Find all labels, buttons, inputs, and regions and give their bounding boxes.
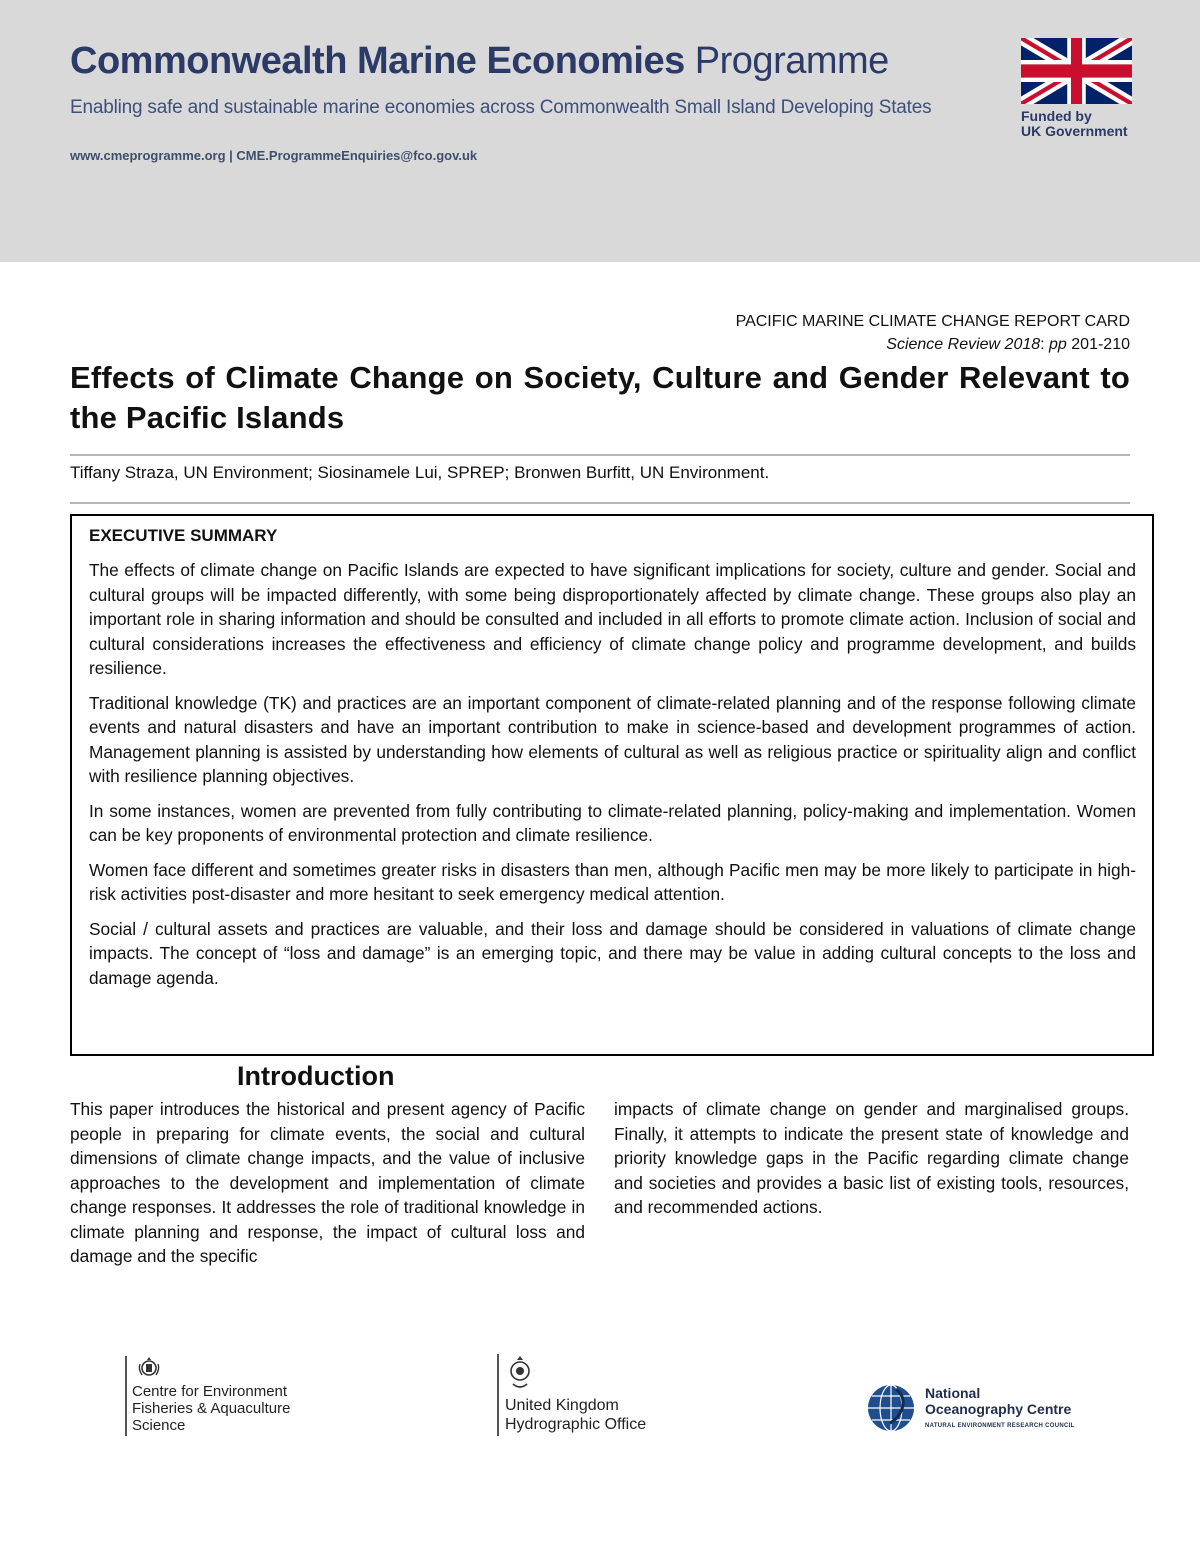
logo-divider <box>497 1354 499 1436</box>
science-review-line <box>886 336 1130 354</box>
title-divider <box>70 454 1130 456</box>
ukho-line-2: Hydrographic Office <box>505 1416 647 1433</box>
cefas-line-3: Science <box>132 1417 186 1434</box>
globe-icon <box>866 1383 916 1433</box>
introduction-right-column: impacts of climate change on gender and marginalised groups. Finally, it attempts to indicate the present state of knowledge and priority knowledge gaps in the Pacific regarding climate change and societies and provides a basic list of existing tools, resources, and recommended actions. <box>614 1099 1129 1217</box>
programme-title-light: Programme <box>694 40 889 82</box>
summary-paragraph: The effects of climate change on Pacific Islands are expected to have significant implications for society, culture and gender. Social and cultural groups will be impacted differently, with some being disproportionately affected by climate change. These groups also play an important role in sharing information and should be consulted and included in all efforts to promote climate action. Inclusion of social and cultural considerations increases the effectiveness and efficiency of climate change policy and programme development, and builds resilience. <box>89 560 1136 678</box>
review-name: Science Review 2018 <box>886 336 1041 353</box>
noc-name <box>925 1385 1071 1417</box>
programme-title <box>70 40 889 83</box>
document-title: Effects of Climate Change on Society, Culture and Gender Relevant to the Pacific Islands <box>70 360 1130 435</box>
programme-contact: www.cmeprogramme.org | CME.ProgrammeEnquiries@fco.gov.uk <box>70 148 478 163</box>
ukho-line-1: United Kingdom <box>505 1397 619 1414</box>
review-pp: pp <box>1049 336 1067 353</box>
report-card-label: PACIFIC MARINE CLIMATE CHANGE REPORT CARD <box>735 313 1130 330</box>
summary-paragraph: Traditional knowledge (TK) and practices are an important component of climate-related planning and of the response following climate events and natural disasters and have an important contribution to make in science-based and development programmes of action. Management planning is assisted by understanding how elements of cultural as well as religious practice or spirituality align and conflict with resilience planning objectives. <box>89 692 1136 786</box>
funded-line-2: UK Government <box>1021 123 1128 139</box>
noc-line-2: Oceanography Centre <box>925 1401 1072 1417</box>
cefas-line-2: Fisheries & Aquaculture <box>132 1400 291 1417</box>
authors-line: Tiffany Straza, UN Environment; Siosinamele Lui, SPREP; Bronwen Burfitt, UN Environment. <box>70 463 770 482</box>
ukho-crest-icon <box>507 1354 533 1392</box>
introduction-heading: Introduction <box>237 1061 395 1091</box>
programme-title-bold: Commonwealth Marine Economies <box>70 40 685 82</box>
cefas-line-1: Centre for Environment <box>132 1383 288 1400</box>
noc-council-line: NATURAL ENVIRONMENT RESEARCH COUNCIL <box>925 1423 1075 1429</box>
programme-tagline: Enabling safe and sustainable marine economies across Commonwealth Small Island Developing States <box>70 97 932 118</box>
royal-crest-icon <box>137 1356 161 1378</box>
introduction-left-column: This paper introduces the historical and present agency of Pacific people in preparing for climate events, the social and cultural dimensions of climate change impacts, and the value of inclusive approaches to the development and implementation of climate change responses. It addresses the role of traditional knowledge in climate planning and response, the impact of cultural loss and damage and the specific <box>70 1099 585 1266</box>
noc-logo <box>866 1383 1106 1433</box>
ukho-name <box>505 1396 646 1434</box>
cefas-logo <box>125 1356 355 1436</box>
summary-paragraph: In some instances, women are prevented from fully contributing to climate-related planning, policy-making and implementation. Women can be key proponents of environmental protection and climate resilience. <box>89 800 1136 845</box>
executive-summary-heading: EXECUTIVE SUMMARY <box>89 526 278 545</box>
funded-by-label <box>1021 109 1128 139</box>
summary-paragraph: Social / cultural assets and practices are valuable, and their loss and damage should be considered in valuations of climate change impacts. The concept of “loss and damage” is an emerging topic, and there may be value in adding cultural concepts to the loss and damage agenda. <box>89 918 1136 988</box>
executive-summary-box <box>70 514 1154 1056</box>
summary-paragraph: Women face different and sometimes greater risks in disasters than men, although Pacific men may be more likely to participate in high-risk activities post-disaster and more hesitant to seek emergency medical attention. <box>89 859 1136 904</box>
funded-line-1: Funded by <box>1021 108 1092 124</box>
cefas-name <box>132 1383 290 1434</box>
review-pages: 201-210 <box>1066 336 1130 353</box>
union-jack-flag-icon <box>1021 38 1132 104</box>
logo-divider <box>125 1356 127 1436</box>
review-colon: : <box>1040 336 1050 353</box>
ukho-logo <box>497 1354 727 1436</box>
authors-divider <box>70 502 1130 504</box>
noc-line-1: National <box>925 1385 981 1401</box>
header-banner <box>0 0 1200 262</box>
